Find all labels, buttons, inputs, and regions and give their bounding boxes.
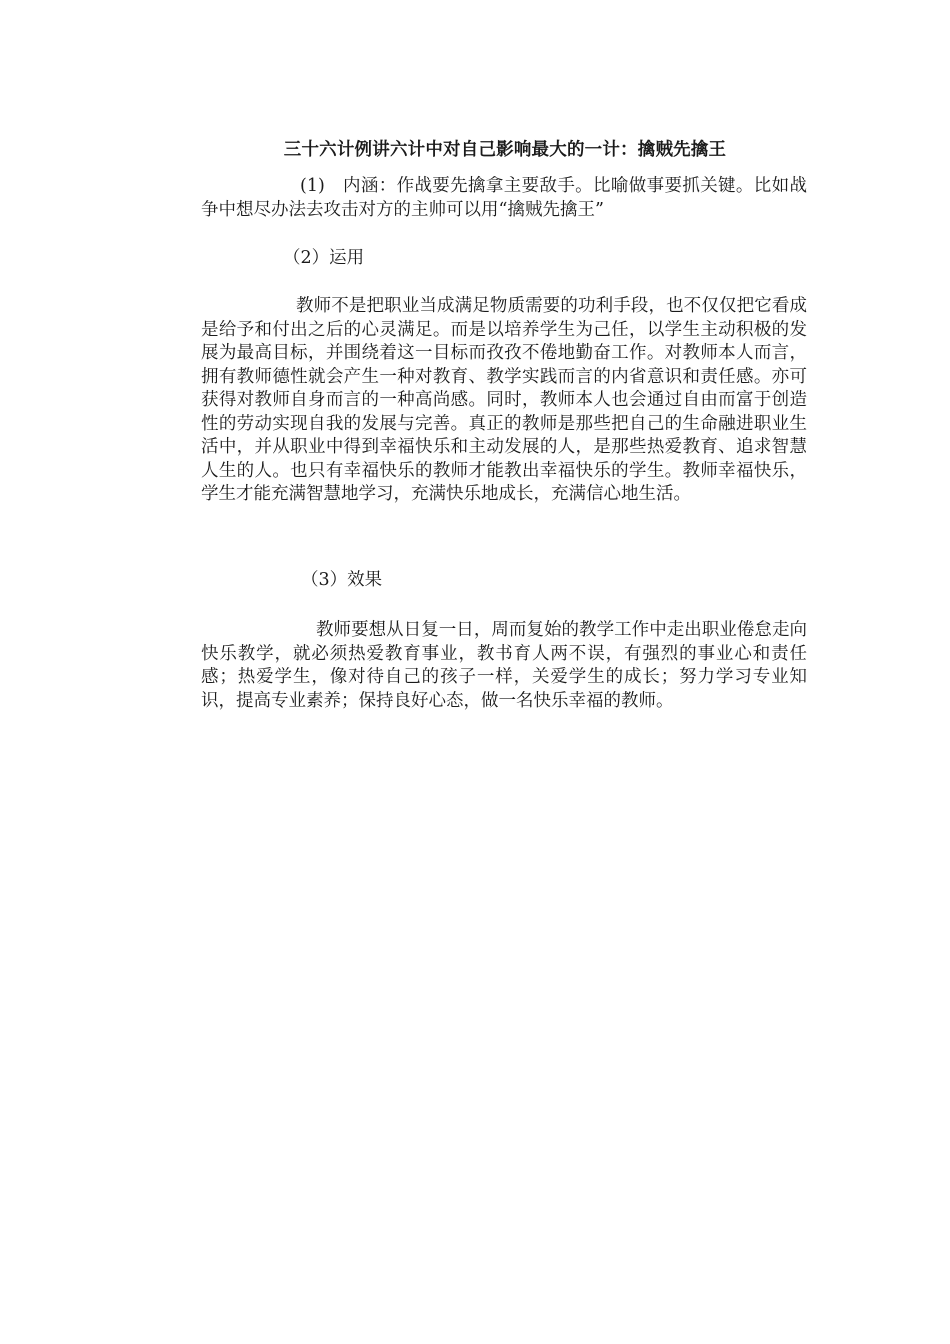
- section-3-heading: （3）效果: [301, 570, 383, 590]
- section-2-paragraph: 教师不是把职业当成满足物质需要的功利手段，也不仅仅把它看成是给予和付出之后的心灵满足。而是以培养学生为己任，以学生主动积极的发展为最高目标，并围绕着这一目标而孜孜不倦地勤奋工作。对教师本人而言，拥有教师德性就会产生一种对教育、教学实践而言的内省意识和责任感。亦可获得对教师自身而言的一种高尚感。同时，教师本人也会通过自由而富于创造性的劳动实现自我的发展与完善。真正的教师是那些把自己的生命融进职业生活中，并从职业中得到幸福快乐和主动发展的人，是那些热爱教育、追求智慧人生的人。也只有幸福快乐的教师才能教出幸福快乐的学生。教师幸福快乐，学生才能充满智慧地学习，充满快乐地成长，充满信心地生活。: [201, 296, 807, 504]
- section-3-paragraph: 教师要想从日复一日，周而复始的教学工作中走出职业倦怠走向快乐教学，就必须热爱教育事业，教书育人两不误，有强烈的事业心和责任感；热爱学生，像对待自己的孩子一样，关爱学生的成长；努力学习专业知识，提高专业素养；保持良好心态，做一名快乐幸福的教师。: [201, 620, 807, 711]
- section-2-heading: （2）运用: [283, 248, 365, 268]
- section-1-paragraph: (1) 内涵：作战要先擒拿主要敌手。比喻做事要抓关键。比如战争中想尽办法去攻击对方的主帅可以用“擒贼先擒王”: [201, 176, 807, 220]
- document-title: 三十六计例讲六计中对自己影响最大的一计：擒贼先擒王: [283, 139, 727, 160]
